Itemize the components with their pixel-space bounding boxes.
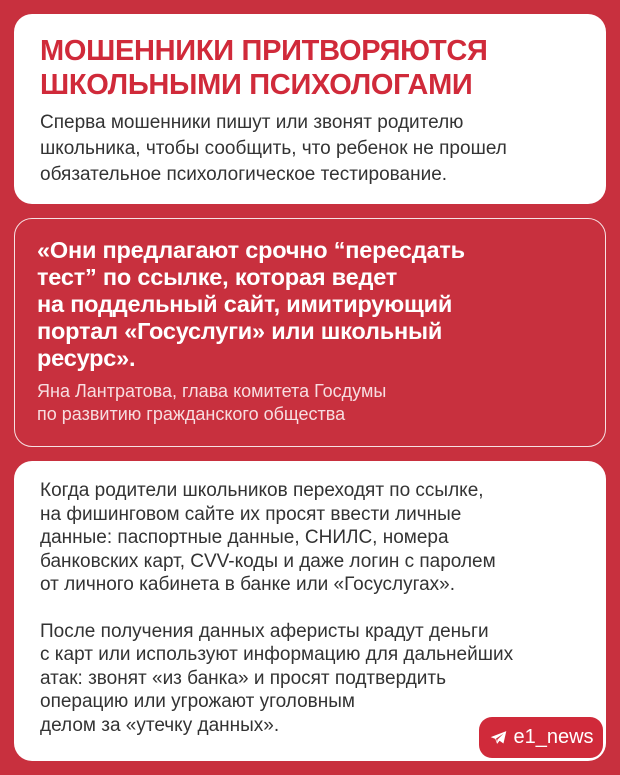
intro-line: Сперва мошенники пишут или звонят родителю xyxy=(40,112,464,133)
quote-line: портал «Госуслуги» или школьный xyxy=(37,318,443,344)
details-line: атак: звонят «из банка» и просят подтвердить xyxy=(40,667,447,689)
intro-text xyxy=(40,110,584,188)
details-line: от личного кабинета в банке или «Госуслугах». xyxy=(40,574,455,595)
quote-text xyxy=(37,237,585,372)
details-line: После получения данных аферисты крадут деньги xyxy=(40,620,489,642)
intro-card xyxy=(14,14,606,204)
details-line: банковских карт, CVV-коды и даже логин с паролем xyxy=(40,550,496,572)
intro-line: обязательное психологическое тестирование. xyxy=(40,164,448,185)
details-card xyxy=(14,461,606,761)
details-line: с карт или используют информацию для дальнейших xyxy=(40,644,514,665)
headline xyxy=(40,34,584,102)
quote-line: на поддельный сайт, имитирующий xyxy=(37,291,453,317)
telegram-icon xyxy=(490,730,507,745)
channel-badge[interactable] xyxy=(479,717,603,758)
details-line: Когда родители школьников переходят по ссылке, xyxy=(40,480,484,501)
quote-author xyxy=(37,380,585,426)
quote-line: тест” по ссылке, которая ведет xyxy=(37,264,398,290)
headline-line: ШКОЛЬНЫМИ ПСИХОЛОГАМИ xyxy=(40,69,473,101)
details-line: данные: паспортные данные, СНИЛС, номера xyxy=(40,527,449,548)
author-line: по развитию гражданского общества xyxy=(37,404,346,424)
details-line: на фишинговом сайте их просят ввести личные xyxy=(40,503,462,525)
quote-card xyxy=(14,218,606,447)
headline-line: МОШЕННИКИ ПРИТВОРЯЮТСЯ xyxy=(40,35,488,67)
details-paragraph-1 xyxy=(40,479,586,597)
details-line: операцию или угрожают уголовным xyxy=(40,691,355,712)
details-line: делом за «утечку данных». xyxy=(40,714,280,736)
quote-line: ресурс». xyxy=(37,345,136,371)
channel-name: e1_news xyxy=(513,726,594,748)
author-line: Яна Лантратова, глава комитета Госдумы xyxy=(37,381,387,401)
intro-line: школьника, чтобы сообщить, что ребенок не прошел xyxy=(40,138,507,159)
quote-line: «Они предлагают срочно “пересдать xyxy=(37,237,465,263)
